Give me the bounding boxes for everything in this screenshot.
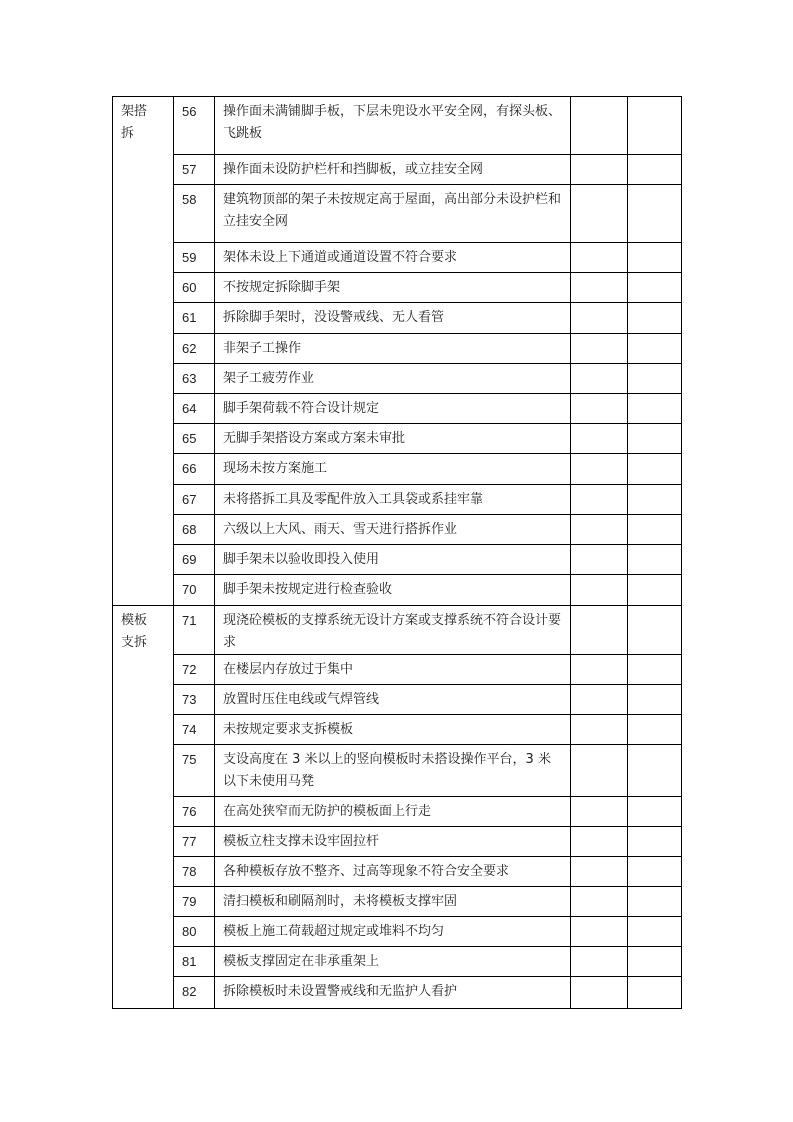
remarks-cell[interactable] xyxy=(628,575,682,606)
item-description: 架子工疲劳作业 xyxy=(215,364,571,394)
table-row xyxy=(113,485,682,515)
item-description: 未将搭拆工具及零配件放入工具袋或系挂牢靠 xyxy=(215,485,571,515)
table-row xyxy=(113,917,682,947)
check-result-cell[interactable] xyxy=(571,394,628,424)
remarks-cell[interactable] xyxy=(628,243,682,273)
check-result-cell[interactable] xyxy=(571,155,628,185)
remarks-cell[interactable] xyxy=(628,454,682,485)
table-row xyxy=(113,424,682,454)
check-result-cell[interactable] xyxy=(571,243,628,273)
table-row xyxy=(113,857,682,887)
table-row xyxy=(113,655,682,685)
remarks-cell[interactable] xyxy=(628,606,682,655)
item-description: 模板上施工荷载超过规定或堆料不均匀 xyxy=(215,917,571,947)
remarks-cell[interactable] xyxy=(628,947,682,977)
item-number: 67 xyxy=(174,485,215,515)
check-result-cell[interactable] xyxy=(571,977,628,1009)
category-label-line: 支拆 xyxy=(121,635,148,650)
table-row xyxy=(113,334,682,364)
check-result-cell[interactable] xyxy=(571,364,628,394)
table-row xyxy=(113,515,682,545)
table-row xyxy=(113,303,682,334)
item-description: 放置时压住电线或气焊管线 xyxy=(215,685,571,715)
item-description: 架体未设上下通道或通道设置不符合要求 xyxy=(215,243,571,273)
item-description: 模板立柱支撑未设牢固拉杆 xyxy=(215,827,571,857)
item-number: 62 xyxy=(174,334,215,364)
item-number: 71 xyxy=(174,606,215,655)
table-row xyxy=(113,364,682,394)
item-number: 69 xyxy=(174,545,215,575)
remarks-cell[interactable] xyxy=(628,655,682,685)
item-description: 非架子工操作 xyxy=(215,334,571,364)
item-number: 64 xyxy=(174,394,215,424)
remarks-cell[interactable] xyxy=(628,917,682,947)
check-result-cell[interactable] xyxy=(571,273,628,303)
item-description: 建筑物顶部的架子未按规定高于屋面，高出部分未设护栏和立挂安全网 xyxy=(215,185,571,243)
checklist-body xyxy=(113,97,682,1009)
check-result-cell[interactable] xyxy=(571,303,628,334)
item-description: 操作面未设防护栏杆和挡脚板，或立挂安全网 xyxy=(215,155,571,185)
table-row xyxy=(113,545,682,575)
item-number: 63 xyxy=(174,364,215,394)
item-number: 72 xyxy=(174,655,215,685)
item-number: 60 xyxy=(174,273,215,303)
item-description: 六级以上大风、雨天、雪天进行搭拆作业 xyxy=(215,515,571,545)
item-number: 78 xyxy=(174,857,215,887)
table-row xyxy=(113,606,682,655)
item-description: 脚手架未按规定进行检查验收 xyxy=(215,575,571,606)
check-result-cell[interactable] xyxy=(571,185,628,243)
remarks-cell[interactable] xyxy=(628,364,682,394)
check-result-cell[interactable] xyxy=(571,545,628,575)
item-description: 模板支撑固定在非承重架上 xyxy=(215,947,571,977)
remarks-cell[interactable] xyxy=(628,827,682,857)
item-description: 拆除脚手架时，没设警戒线、无人看管 xyxy=(215,303,571,334)
item-number: 59 xyxy=(174,243,215,273)
remarks-cell[interactable] xyxy=(628,857,682,887)
category-label-line: 架搭 xyxy=(121,104,148,119)
check-result-cell[interactable] xyxy=(571,947,628,977)
safety-checklist-table xyxy=(112,96,682,1009)
item-number: 76 xyxy=(174,797,215,827)
item-description: 在楼层内存放过于集中 xyxy=(215,655,571,685)
item-number: 68 xyxy=(174,515,215,545)
remarks-cell[interactable] xyxy=(628,797,682,827)
item-number: 57 xyxy=(174,155,215,185)
category-label-line: 拆 xyxy=(121,126,135,141)
remarks-cell[interactable] xyxy=(628,745,682,797)
item-number: 65 xyxy=(174,424,215,454)
check-result-cell[interactable] xyxy=(571,334,628,364)
table-row xyxy=(113,797,682,827)
check-result-cell[interactable] xyxy=(571,715,628,745)
item-description: 拆除模板时未设置警戒线和无监护人看护 xyxy=(215,977,571,1009)
table-row xyxy=(113,977,682,1009)
check-result-cell[interactable] xyxy=(571,745,628,797)
item-description: 脚手架荷载不符合设计规定 xyxy=(215,394,571,424)
item-description: 支设高度在 3 米以上的竖向模板时未搭设操作平台，3 米以下未使用马凳 xyxy=(215,745,571,797)
check-result-cell[interactable] xyxy=(571,685,628,715)
check-result-cell[interactable] xyxy=(571,97,628,155)
item-number: 61 xyxy=(174,303,215,334)
check-result-cell[interactable] xyxy=(571,424,628,454)
item-description: 在高处狭窄而无防护的模板面上行走 xyxy=(215,797,571,827)
table-row xyxy=(113,454,682,485)
item-description: 现场未按方案施工 xyxy=(215,454,571,485)
remarks-cell[interactable] xyxy=(628,515,682,545)
item-number: 70 xyxy=(174,575,215,606)
check-result-cell[interactable] xyxy=(571,454,628,485)
check-result-cell[interactable] xyxy=(571,575,628,606)
table-row xyxy=(113,887,682,917)
table-row xyxy=(113,575,682,606)
category-cell xyxy=(113,97,174,606)
item-description: 不按规定拆除脚手架 xyxy=(215,273,571,303)
item-number: 82 xyxy=(174,977,215,1009)
remarks-cell[interactable] xyxy=(628,424,682,454)
check-result-cell[interactable] xyxy=(571,827,628,857)
remarks-cell[interactable] xyxy=(628,485,682,515)
check-result-cell[interactable] xyxy=(571,887,628,917)
table-row xyxy=(113,715,682,745)
item-description: 未按规定要求支拆模板 xyxy=(215,715,571,745)
remarks-cell[interactable] xyxy=(628,155,682,185)
item-number: 66 xyxy=(174,454,215,485)
remarks-cell[interactable] xyxy=(628,303,682,334)
item-number: 56 xyxy=(174,97,215,155)
table-row xyxy=(113,185,682,243)
table-row xyxy=(113,97,682,155)
item-number: 73 xyxy=(174,685,215,715)
check-result-cell[interactable] xyxy=(571,655,628,685)
item-description: 清扫模板和刷隔剂时，未将模板支撑牢固 xyxy=(215,887,571,917)
item-description: 现浇砼模板的支撑系统无设计方案或支撑系统不符合设计要求 xyxy=(215,606,571,655)
category-cell xyxy=(113,606,174,1009)
remarks-cell[interactable] xyxy=(628,887,682,917)
table-row xyxy=(113,745,682,797)
item-number: 75 xyxy=(174,745,215,797)
remarks-cell[interactable] xyxy=(628,334,682,364)
remarks-cell[interactable] xyxy=(628,97,682,155)
table-row xyxy=(113,394,682,424)
item-description: 操作面未满铺脚手板，下层未兜设水平安全网，有探头板、飞跳板 xyxy=(215,97,571,155)
category-label-line: 模板 xyxy=(121,613,148,628)
remarks-cell[interactable] xyxy=(628,394,682,424)
remarks-cell[interactable] xyxy=(628,715,682,745)
item-number: 80 xyxy=(174,917,215,947)
item-number: 77 xyxy=(174,827,215,857)
remarks-cell[interactable] xyxy=(628,685,682,715)
check-result-cell[interactable] xyxy=(571,797,628,827)
table-row xyxy=(113,685,682,715)
table-row xyxy=(113,947,682,977)
check-result-cell[interactable] xyxy=(571,917,628,947)
check-result-cell[interactable] xyxy=(571,515,628,545)
remarks-cell[interactable] xyxy=(628,977,682,1009)
item-description: 各种模板存放不整齐、过高等现象不符合安全要求 xyxy=(215,857,571,887)
table-row xyxy=(113,827,682,857)
check-result-cell[interactable] xyxy=(571,485,628,515)
table-row xyxy=(113,155,682,185)
remarks-cell[interactable] xyxy=(628,273,682,303)
item-description: 脚手架未以验收即投入使用 xyxy=(215,545,571,575)
item-number: 58 xyxy=(174,185,215,243)
table-row xyxy=(113,243,682,273)
item-number: 81 xyxy=(174,947,215,977)
table-row xyxy=(113,273,682,303)
remarks-cell[interactable] xyxy=(628,185,682,243)
item-number: 79 xyxy=(174,887,215,917)
item-number: 74 xyxy=(174,715,215,745)
remarks-cell[interactable] xyxy=(628,545,682,575)
item-description: 无脚手架搭设方案或方案未审批 xyxy=(215,424,571,454)
check-result-cell[interactable] xyxy=(571,857,628,887)
check-result-cell[interactable] xyxy=(571,606,628,655)
